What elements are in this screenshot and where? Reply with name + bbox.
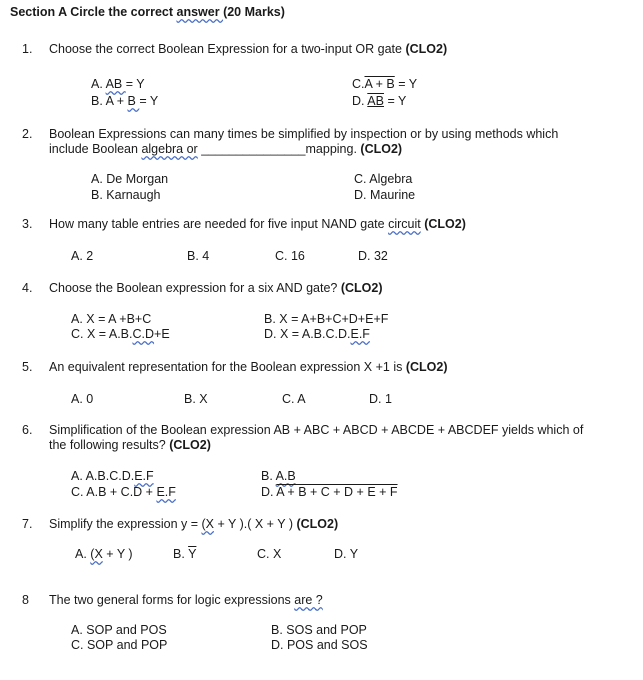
q5-text: An equivalent representation for the Boolean expression X +1 is (CLO2)	[49, 360, 448, 374]
q8-option-b[interactable]: B. SOS and POP	[271, 623, 367, 637]
q7-option-c[interactable]: C. X	[257, 547, 282, 561]
q5-clo: (CLO2)	[405, 360, 448, 374]
q7-option-d[interactable]: D. Y	[334, 547, 359, 561]
q1-option-a[interactable]: A. AB = Y	[91, 77, 145, 91]
q4-number: 4.	[22, 281, 33, 295]
q2-clo: (CLO2)	[360, 142, 403, 156]
q8-number: 8	[22, 593, 29, 607]
q4-option-d[interactable]: D. X = A.B.C.D.E.F	[264, 327, 370, 341]
section-heading	[10, 5, 285, 20]
q3-number: 3.	[22, 217, 33, 231]
q3-option-a[interactable]: A. 2	[71, 249, 94, 263]
section-marks: (20 Marks)	[223, 5, 285, 19]
q7-clo: (CLO2)	[296, 517, 339, 531]
q2-option-b[interactable]: B. Karnaugh	[91, 188, 161, 202]
q5-option-b[interactable]: B. X	[184, 392, 208, 406]
q5-option-c[interactable]: C. A	[282, 392, 306, 406]
q3-option-d[interactable]: D. 32	[358, 249, 388, 263]
q2-option-a[interactable]: A. De Morgan	[91, 172, 169, 186]
section-title: Section A Circle the correct	[10, 5, 177, 19]
q1-option-d[interactable]: D. AB = Y	[352, 94, 407, 108]
q8-option-c[interactable]: C. SOP and POP	[71, 638, 168, 652]
q1-number: 1.	[22, 42, 33, 56]
q6-line-1: Simplification of the Boolean expression AB + ABC + ABCD + ABCDE + ABCDEF yields which of	[49, 423, 584, 437]
q7-text: Simplify the expression y = (X + Y ).( X + Y ) (CLO2)	[49, 517, 339, 531]
q8-option-d[interactable]: D. POS and SOS	[271, 638, 368, 652]
q7-option-b[interactable]: B. $\overline{Y}$	[173, 547, 197, 561]
q4-clo: (CLO2)	[340, 281, 383, 295]
q3-option-c[interactable]: C. 16	[275, 249, 305, 263]
q4-option-c[interactable]: C. X = A.B.C.D+E	[71, 327, 170, 341]
q8-option-a[interactable]: A. SOP and POS	[71, 623, 167, 637]
q6-option-a[interactable]: A. A.B.C.D.E.F	[71, 469, 154, 483]
q6-line-2: the following results? (CLO2)	[49, 438, 211, 452]
q6-clo: (CLO2)	[169, 438, 211, 452]
section-answer-word: answer	[176, 5, 224, 19]
q6-option-c[interactable]: C. A.B + C.D + E.F	[71, 485, 176, 499]
q2-option-d[interactable]: D. Maurine	[354, 188, 416, 202]
q8-text: The two general forms for logic expressions are ?	[49, 593, 323, 607]
q2-line-1: Boolean Expressions can many times be simplified by inspection or by using methods which	[49, 127, 559, 141]
q7-number: 7.	[22, 517, 33, 531]
q6-option-d[interactable]: D. A + B + C + D + E + F	[261, 485, 398, 499]
q6-option-b[interactable]: B. A.B	[261, 469, 296, 483]
q6-number: 6.	[22, 423, 33, 437]
q4-option-b[interactable]: B. X = A+B+C+D+E+F	[264, 312, 389, 326]
q5-number: 5.	[22, 360, 33, 374]
q1-option-b[interactable]: B. A + B = Y	[91, 94, 159, 108]
q3-option-b[interactable]: B. 4	[187, 249, 210, 263]
q4-text: Choose the Boolean expression for a six AND gate? (CLO2)	[49, 281, 383, 295]
q1-text: Choose the correct Boolean Expression for a two-input OR gate (CLO2)	[49, 42, 448, 56]
q2-blank: _______________	[201, 142, 306, 156]
q7-option-a[interactable]: A. (X + Y )	[75, 547, 133, 561]
q3-clo: (CLO2)	[424, 217, 466, 231]
q1-clo: (CLO2)	[405, 42, 448, 56]
q2-number: 2.	[22, 127, 33, 141]
q2-line-2: include Boolean algebra or _______________mapping. (CLO2)	[49, 142, 403, 156]
q3-text: How many table entries are needed for five input NAND gate circuit (CLO2)	[49, 217, 466, 231]
q1-option-c[interactable]: C.A + B = Y	[352, 77, 418, 91]
q5-option-a[interactable]: A. 0	[71, 392, 94, 406]
q2-option-c[interactable]: C. Algebra	[354, 172, 413, 186]
q5-option-d[interactable]: D. 1	[369, 392, 392, 406]
q4-option-a[interactable]: A. X = A +B+C	[71, 312, 152, 326]
